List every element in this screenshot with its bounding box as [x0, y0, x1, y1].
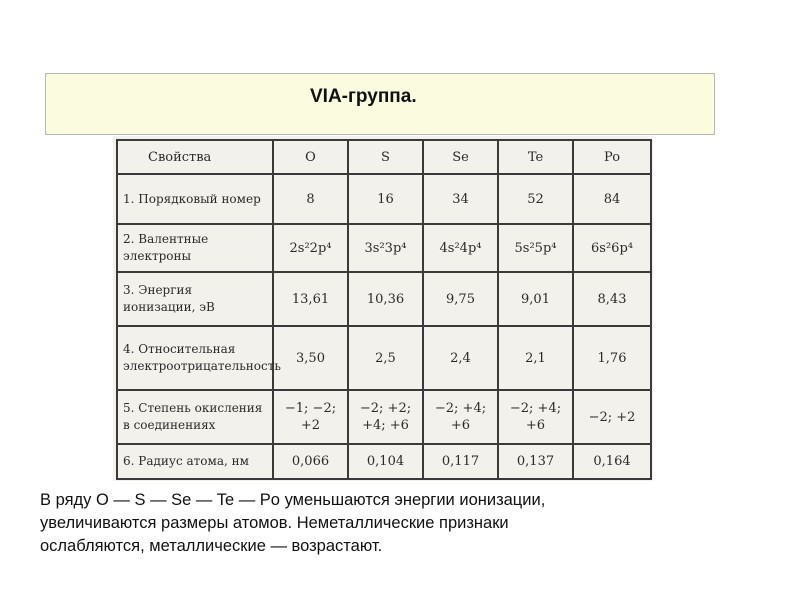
cell-value: 2,4: [423, 326, 498, 390]
header-po: Po: [573, 140, 651, 174]
cell-value: −2; +2: [573, 390, 651, 444]
property-label: 1. Порядковый номер: [117, 174, 273, 224]
header-s: S: [348, 140, 423, 174]
cell-value: 2s²2p⁴: [273, 224, 348, 272]
property-label: 3. Энергия ионизации, эВ: [117, 272, 273, 326]
header-properties: Свойства: [117, 140, 273, 174]
cell-value: 2,5: [348, 326, 423, 390]
slide-title: VIA-группа.: [310, 86, 417, 107]
cell-value: 0,164: [573, 444, 651, 479]
property-label: 2. Валентные электроны: [117, 224, 273, 272]
cell-value: 34: [423, 174, 498, 224]
cell-value: 3,50: [273, 326, 348, 390]
cell-value: 84: [573, 174, 651, 224]
cell-value: −2; +2; +4; +6: [348, 390, 423, 444]
cell-value: 52: [498, 174, 573, 224]
header-o: O: [273, 140, 348, 174]
property-label: 6. Радиус атома, нм: [117, 444, 273, 479]
property-label: 4. Относительная электроотрицательность: [117, 326, 273, 390]
table-header-row: [117, 140, 651, 174]
cell-value: 9,01: [498, 272, 573, 326]
cell-value: 4s²4p⁴: [423, 224, 498, 272]
caption-text: [40, 489, 770, 558]
cell-value: −2; +4; +6: [498, 390, 573, 444]
cell-value: 9,75: [423, 272, 498, 326]
caption-line: ослабляются, металлические — возрастают.: [40, 537, 383, 555]
caption-line: В ряду O — S — Se — Te — Po уменьшаются энергии ионизации,: [40, 491, 546, 509]
properties-table: [116, 139, 652, 480]
header-te: Te: [498, 140, 573, 174]
caption-line: увеличиваются размеры атомов. Неметаллические признаки: [40, 514, 509, 532]
cell-value: 1,76: [573, 326, 651, 390]
table-row: [117, 326, 651, 390]
cell-value: 5s²5p⁴: [498, 224, 573, 272]
cell-value: 0,104: [348, 444, 423, 479]
table-row: [117, 390, 651, 444]
cell-value: 0,137: [498, 444, 573, 479]
cell-value: 13,61: [273, 272, 348, 326]
property-label: 5. Степень окисления в соединениях: [117, 390, 273, 444]
cell-value: 2,1: [498, 326, 573, 390]
cell-value: 0,066: [273, 444, 348, 479]
cell-value: −1; −2; +2: [273, 390, 348, 444]
header-se: Se: [423, 140, 498, 174]
table-row: [117, 224, 651, 272]
cell-value: 10,36: [348, 272, 423, 326]
title-box: [45, 73, 715, 135]
cell-value: 6s²6p⁴: [573, 224, 651, 272]
cell-value: −2; +4; +6: [423, 390, 498, 444]
cell-value: 8: [273, 174, 348, 224]
cell-value: 8,43: [573, 272, 651, 326]
cell-value: 16: [348, 174, 423, 224]
cell-value: 3s²3p⁴: [348, 224, 423, 272]
table-row: [117, 444, 651, 479]
table-row: [117, 174, 651, 224]
table-row: [117, 272, 651, 326]
cell-value: 0,117: [423, 444, 498, 479]
